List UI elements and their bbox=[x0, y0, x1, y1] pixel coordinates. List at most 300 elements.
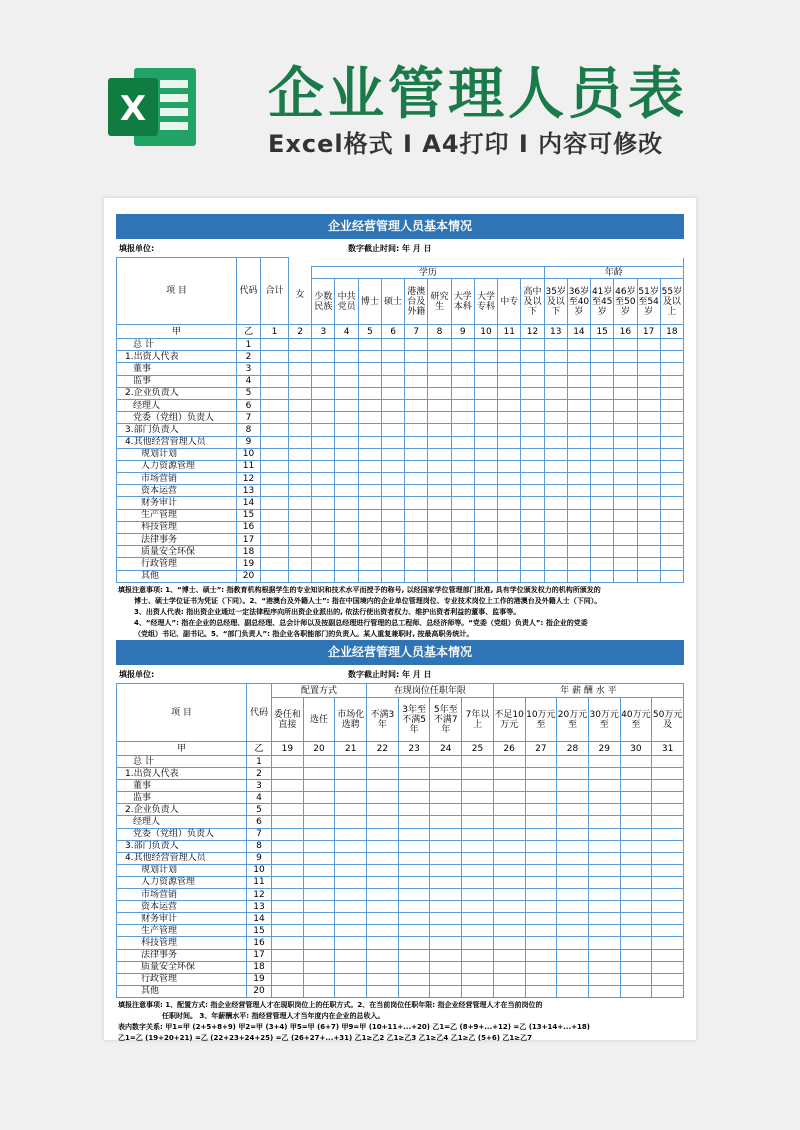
data-cell[interactable] bbox=[428, 509, 451, 521]
data-cell[interactable] bbox=[430, 961, 462, 973]
data-cell[interactable] bbox=[398, 840, 430, 852]
data-cell[interactable] bbox=[335, 375, 358, 387]
data-cell[interactable] bbox=[312, 570, 335, 582]
data-cell[interactable] bbox=[430, 949, 462, 961]
data-cell[interactable] bbox=[462, 937, 494, 949]
data-cell[interactable] bbox=[335, 546, 358, 558]
data-cell[interactable] bbox=[398, 985, 430, 997]
data-cell[interactable] bbox=[521, 375, 544, 387]
data-cell[interactable] bbox=[557, 937, 589, 949]
data-cell[interactable] bbox=[303, 901, 335, 913]
data-cell[interactable] bbox=[474, 485, 497, 497]
data-cell[interactable] bbox=[493, 756, 525, 768]
data-cell[interactable] bbox=[462, 925, 494, 937]
data-cell[interactable] bbox=[637, 460, 660, 472]
data-cell[interactable] bbox=[474, 339, 497, 351]
data-cell[interactable] bbox=[637, 387, 660, 399]
data-cell[interactable] bbox=[451, 363, 474, 375]
data-cell[interactable] bbox=[451, 436, 474, 448]
data-cell[interactable] bbox=[289, 570, 312, 582]
data-cell[interactable] bbox=[474, 509, 497, 521]
data-cell[interactable] bbox=[367, 985, 399, 997]
data-cell[interactable] bbox=[614, 363, 637, 375]
data-cell[interactable] bbox=[335, 985, 367, 997]
data-cell[interactable] bbox=[591, 375, 614, 387]
data-cell[interactable] bbox=[398, 937, 430, 949]
data-cell[interactable] bbox=[521, 448, 544, 460]
data-cell[interactable] bbox=[462, 840, 494, 852]
data-cell[interactable] bbox=[474, 375, 497, 387]
data-cell[interactable] bbox=[498, 558, 521, 570]
data-cell[interactable] bbox=[588, 949, 620, 961]
data-cell[interactable] bbox=[261, 521, 289, 533]
data-cell[interactable] bbox=[272, 864, 304, 876]
data-cell[interactable] bbox=[272, 876, 304, 888]
data-cell[interactable] bbox=[567, 509, 590, 521]
data-cell[interactable] bbox=[312, 339, 335, 351]
data-cell[interactable] bbox=[498, 363, 521, 375]
data-cell[interactable] bbox=[261, 387, 289, 399]
data-cell[interactable] bbox=[303, 780, 335, 792]
data-cell[interactable] bbox=[567, 424, 590, 436]
data-cell[interactable] bbox=[557, 816, 589, 828]
data-cell[interactable] bbox=[430, 780, 462, 792]
data-cell[interactable] bbox=[544, 436, 567, 448]
data-cell[interactable] bbox=[614, 558, 637, 570]
data-cell[interactable] bbox=[637, 509, 660, 521]
data-cell[interactable] bbox=[474, 546, 497, 558]
data-cell[interactable] bbox=[498, 460, 521, 472]
data-cell[interactable] bbox=[588, 889, 620, 901]
data-cell[interactable] bbox=[335, 460, 358, 472]
data-cell[interactable] bbox=[567, 473, 590, 485]
data-cell[interactable] bbox=[367, 901, 399, 913]
data-cell[interactable] bbox=[303, 756, 335, 768]
data-cell[interactable] bbox=[358, 558, 381, 570]
data-cell[interactable] bbox=[272, 756, 304, 768]
data-cell[interactable] bbox=[588, 876, 620, 888]
data-cell[interactable] bbox=[381, 485, 404, 497]
data-cell[interactable] bbox=[303, 937, 335, 949]
data-cell[interactable] bbox=[567, 521, 590, 533]
data-cell[interactable] bbox=[614, 448, 637, 460]
data-cell[interactable] bbox=[367, 876, 399, 888]
data-cell[interactable] bbox=[430, 804, 462, 816]
data-cell[interactable] bbox=[660, 534, 683, 546]
data-cell[interactable] bbox=[525, 840, 557, 852]
data-cell[interactable] bbox=[462, 889, 494, 901]
data-cell[interactable] bbox=[430, 901, 462, 913]
data-cell[interactable] bbox=[451, 546, 474, 558]
data-cell[interactable] bbox=[474, 387, 497, 399]
data-cell[interactable] bbox=[335, 852, 367, 864]
data-cell[interactable] bbox=[261, 534, 289, 546]
data-cell[interactable] bbox=[544, 546, 567, 558]
data-cell[interactable] bbox=[451, 424, 474, 436]
data-cell[interactable] bbox=[358, 460, 381, 472]
data-cell[interactable] bbox=[367, 913, 399, 925]
data-cell[interactable] bbox=[312, 351, 335, 363]
data-cell[interactable] bbox=[614, 473, 637, 485]
data-cell[interactable] bbox=[398, 901, 430, 913]
data-cell[interactable] bbox=[557, 756, 589, 768]
data-cell[interactable] bbox=[398, 852, 430, 864]
data-cell[interactable] bbox=[660, 387, 683, 399]
data-cell[interactable] bbox=[367, 816, 399, 828]
data-cell[interactable] bbox=[567, 412, 590, 424]
data-cell[interactable] bbox=[525, 804, 557, 816]
data-cell[interactable] bbox=[493, 925, 525, 937]
data-cell[interactable] bbox=[405, 485, 428, 497]
data-cell[interactable] bbox=[312, 412, 335, 424]
data-cell[interactable] bbox=[660, 509, 683, 521]
data-cell[interactable] bbox=[652, 973, 684, 985]
data-cell[interactable] bbox=[557, 804, 589, 816]
data-cell[interactable] bbox=[567, 460, 590, 472]
data-cell[interactable] bbox=[591, 436, 614, 448]
data-cell[interactable] bbox=[451, 460, 474, 472]
data-cell[interactable] bbox=[261, 339, 289, 351]
data-cell[interactable] bbox=[660, 497, 683, 509]
data-cell[interactable] bbox=[358, 534, 381, 546]
data-cell[interactable] bbox=[525, 949, 557, 961]
data-cell[interactable] bbox=[620, 792, 652, 804]
data-cell[interactable] bbox=[474, 521, 497, 533]
data-cell[interactable] bbox=[428, 339, 451, 351]
data-cell[interactable] bbox=[567, 351, 590, 363]
data-cell[interactable] bbox=[521, 460, 544, 472]
data-cell[interactable] bbox=[544, 448, 567, 460]
data-cell[interactable] bbox=[462, 756, 494, 768]
data-cell[interactable] bbox=[588, 768, 620, 780]
data-cell[interactable] bbox=[544, 424, 567, 436]
data-cell[interactable] bbox=[335, 485, 358, 497]
data-cell[interactable] bbox=[620, 780, 652, 792]
data-cell[interactable] bbox=[381, 412, 404, 424]
data-cell[interactable] bbox=[335, 780, 367, 792]
data-cell[interactable] bbox=[289, 485, 312, 497]
data-cell[interactable] bbox=[614, 424, 637, 436]
data-cell[interactable] bbox=[335, 901, 367, 913]
data-cell[interactable] bbox=[557, 973, 589, 985]
data-cell[interactable] bbox=[614, 485, 637, 497]
data-cell[interactable] bbox=[272, 804, 304, 816]
data-cell[interactable] bbox=[428, 460, 451, 472]
data-cell[interactable] bbox=[312, 448, 335, 460]
data-cell[interactable] bbox=[591, 424, 614, 436]
data-cell[interactable] bbox=[588, 852, 620, 864]
data-cell[interactable] bbox=[493, 852, 525, 864]
data-cell[interactable] bbox=[428, 558, 451, 570]
data-cell[interactable] bbox=[358, 485, 381, 497]
data-cell[interactable] bbox=[591, 412, 614, 424]
data-cell[interactable] bbox=[637, 412, 660, 424]
data-cell[interactable] bbox=[335, 412, 358, 424]
data-cell[interactable] bbox=[289, 363, 312, 375]
data-cell[interactable] bbox=[405, 570, 428, 582]
data-cell[interactable] bbox=[272, 985, 304, 997]
data-cell[interactable] bbox=[428, 436, 451, 448]
data-cell[interactable] bbox=[521, 534, 544, 546]
data-cell[interactable] bbox=[521, 363, 544, 375]
data-cell[interactable] bbox=[303, 816, 335, 828]
data-cell[interactable] bbox=[303, 804, 335, 816]
data-cell[interactable] bbox=[652, 864, 684, 876]
data-cell[interactable] bbox=[525, 816, 557, 828]
data-cell[interactable] bbox=[591, 351, 614, 363]
data-cell[interactable] bbox=[620, 937, 652, 949]
data-cell[interactable] bbox=[335, 937, 367, 949]
data-cell[interactable] bbox=[312, 558, 335, 570]
data-cell[interactable] bbox=[614, 546, 637, 558]
data-cell[interactable] bbox=[335, 804, 367, 816]
data-cell[interactable] bbox=[614, 399, 637, 411]
data-cell[interactable] bbox=[272, 780, 304, 792]
data-cell[interactable] bbox=[620, 864, 652, 876]
data-cell[interactable] bbox=[521, 497, 544, 509]
data-cell[interactable] bbox=[430, 792, 462, 804]
data-cell[interactable] bbox=[474, 448, 497, 460]
data-cell[interactable] bbox=[462, 780, 494, 792]
data-cell[interactable] bbox=[405, 399, 428, 411]
data-cell[interactable] bbox=[398, 864, 430, 876]
data-cell[interactable] bbox=[557, 925, 589, 937]
data-cell[interactable] bbox=[493, 816, 525, 828]
data-cell[interactable] bbox=[428, 399, 451, 411]
data-cell[interactable] bbox=[493, 780, 525, 792]
data-cell[interactable] bbox=[660, 570, 683, 582]
data-cell[interactable] bbox=[261, 460, 289, 472]
data-cell[interactable] bbox=[652, 937, 684, 949]
data-cell[interactable] bbox=[358, 339, 381, 351]
data-cell[interactable] bbox=[493, 949, 525, 961]
data-cell[interactable] bbox=[430, 937, 462, 949]
data-cell[interactable] bbox=[637, 558, 660, 570]
data-cell[interactable] bbox=[525, 925, 557, 937]
data-cell[interactable] bbox=[312, 436, 335, 448]
data-cell[interactable] bbox=[567, 436, 590, 448]
data-cell[interactable] bbox=[498, 546, 521, 558]
data-cell[interactable] bbox=[381, 339, 404, 351]
data-cell[interactable] bbox=[498, 399, 521, 411]
data-cell[interactable] bbox=[462, 792, 494, 804]
data-cell[interactable] bbox=[620, 973, 652, 985]
data-cell[interactable] bbox=[544, 387, 567, 399]
data-cell[interactable] bbox=[637, 521, 660, 533]
data-cell[interactable] bbox=[261, 375, 289, 387]
data-cell[interactable] bbox=[591, 497, 614, 509]
data-cell[interactable] bbox=[544, 473, 567, 485]
data-cell[interactable] bbox=[261, 363, 289, 375]
data-cell[interactable] bbox=[498, 448, 521, 460]
data-cell[interactable] bbox=[261, 558, 289, 570]
data-cell[interactable] bbox=[261, 473, 289, 485]
data-cell[interactable] bbox=[451, 399, 474, 411]
data-cell[interactable] bbox=[272, 792, 304, 804]
data-cell[interactable] bbox=[428, 473, 451, 485]
data-cell[interactable] bbox=[474, 570, 497, 582]
data-cell[interactable] bbox=[289, 399, 312, 411]
data-cell[interactable] bbox=[261, 485, 289, 497]
data-cell[interactable] bbox=[405, 509, 428, 521]
data-cell[interactable] bbox=[660, 412, 683, 424]
data-cell[interactable] bbox=[381, 375, 404, 387]
data-cell[interactable] bbox=[591, 363, 614, 375]
data-cell[interactable] bbox=[289, 424, 312, 436]
data-cell[interactable] bbox=[660, 424, 683, 436]
data-cell[interactable] bbox=[493, 840, 525, 852]
data-cell[interactable] bbox=[462, 949, 494, 961]
data-cell[interactable] bbox=[525, 780, 557, 792]
data-cell[interactable] bbox=[462, 864, 494, 876]
data-cell[interactable] bbox=[303, 768, 335, 780]
data-cell[interactable] bbox=[303, 889, 335, 901]
data-cell[interactable] bbox=[620, 828, 652, 840]
data-cell[interactable] bbox=[272, 973, 304, 985]
data-cell[interactable] bbox=[474, 473, 497, 485]
data-cell[interactable] bbox=[614, 339, 637, 351]
data-cell[interactable] bbox=[381, 436, 404, 448]
data-cell[interactable] bbox=[303, 913, 335, 925]
data-cell[interactable] bbox=[498, 485, 521, 497]
data-cell[interactable] bbox=[367, 780, 399, 792]
data-cell[interactable] bbox=[261, 546, 289, 558]
data-cell[interactable] bbox=[588, 780, 620, 792]
data-cell[interactable] bbox=[272, 852, 304, 864]
data-cell[interactable] bbox=[614, 521, 637, 533]
data-cell[interactable] bbox=[451, 387, 474, 399]
data-cell[interactable] bbox=[525, 985, 557, 997]
data-cell[interactable] bbox=[405, 497, 428, 509]
data-cell[interactable] bbox=[289, 521, 312, 533]
data-cell[interactable] bbox=[652, 925, 684, 937]
data-cell[interactable] bbox=[614, 387, 637, 399]
data-cell[interactable] bbox=[557, 985, 589, 997]
data-cell[interactable] bbox=[591, 460, 614, 472]
data-cell[interactable] bbox=[367, 973, 399, 985]
data-cell[interactable] bbox=[588, 901, 620, 913]
data-cell[interactable] bbox=[591, 534, 614, 546]
data-cell[interactable] bbox=[620, 804, 652, 816]
data-cell[interactable] bbox=[398, 828, 430, 840]
data-cell[interactable] bbox=[660, 558, 683, 570]
data-cell[interactable] bbox=[637, 497, 660, 509]
data-cell[interactable] bbox=[428, 497, 451, 509]
data-cell[interactable] bbox=[660, 363, 683, 375]
data-cell[interactable] bbox=[620, 949, 652, 961]
data-cell[interactable] bbox=[567, 558, 590, 570]
data-cell[interactable] bbox=[358, 436, 381, 448]
data-cell[interactable] bbox=[367, 889, 399, 901]
data-cell[interactable] bbox=[652, 876, 684, 888]
data-cell[interactable] bbox=[474, 534, 497, 546]
data-cell[interactable] bbox=[588, 864, 620, 876]
data-cell[interactable] bbox=[451, 473, 474, 485]
data-cell[interactable] bbox=[498, 424, 521, 436]
data-cell[interactable] bbox=[358, 521, 381, 533]
data-cell[interactable] bbox=[430, 864, 462, 876]
data-cell[interactable] bbox=[289, 351, 312, 363]
data-cell[interactable] bbox=[451, 521, 474, 533]
data-cell[interactable] bbox=[660, 375, 683, 387]
data-cell[interactable] bbox=[588, 913, 620, 925]
data-cell[interactable] bbox=[521, 546, 544, 558]
data-cell[interactable] bbox=[381, 448, 404, 460]
data-cell[interactable] bbox=[493, 828, 525, 840]
data-cell[interactable] bbox=[620, 985, 652, 997]
data-cell[interactable] bbox=[591, 485, 614, 497]
data-cell[interactable] bbox=[367, 840, 399, 852]
data-cell[interactable] bbox=[493, 876, 525, 888]
data-cell[interactable] bbox=[289, 339, 312, 351]
data-cell[interactable] bbox=[289, 558, 312, 570]
data-cell[interactable] bbox=[620, 816, 652, 828]
data-cell[interactable] bbox=[498, 473, 521, 485]
data-cell[interactable] bbox=[272, 828, 304, 840]
data-cell[interactable] bbox=[398, 792, 430, 804]
data-cell[interactable] bbox=[588, 937, 620, 949]
data-cell[interactable] bbox=[544, 485, 567, 497]
data-cell[interactable] bbox=[261, 448, 289, 460]
data-cell[interactable] bbox=[652, 949, 684, 961]
data-cell[interactable] bbox=[544, 399, 567, 411]
data-cell[interactable] bbox=[312, 375, 335, 387]
data-cell[interactable] bbox=[525, 864, 557, 876]
data-cell[interactable] bbox=[289, 387, 312, 399]
data-cell[interactable] bbox=[335, 521, 358, 533]
data-cell[interactable] bbox=[335, 925, 367, 937]
data-cell[interactable] bbox=[474, 558, 497, 570]
data-cell[interactable] bbox=[567, 339, 590, 351]
data-cell[interactable] bbox=[462, 901, 494, 913]
data-cell[interactable] bbox=[398, 961, 430, 973]
data-cell[interactable] bbox=[451, 448, 474, 460]
data-cell[interactable] bbox=[312, 485, 335, 497]
data-cell[interactable] bbox=[567, 546, 590, 558]
data-cell[interactable] bbox=[591, 546, 614, 558]
data-cell[interactable] bbox=[312, 521, 335, 533]
data-cell[interactable] bbox=[557, 768, 589, 780]
data-cell[interactable] bbox=[289, 509, 312, 521]
data-cell[interactable] bbox=[567, 363, 590, 375]
data-cell[interactable] bbox=[261, 399, 289, 411]
data-cell[interactable] bbox=[261, 412, 289, 424]
data-cell[interactable] bbox=[637, 351, 660, 363]
data-cell[interactable] bbox=[335, 399, 358, 411]
data-cell[interactable] bbox=[303, 985, 335, 997]
data-cell[interactable] bbox=[335, 424, 358, 436]
data-cell[interactable] bbox=[567, 570, 590, 582]
data-cell[interactable] bbox=[462, 961, 494, 973]
data-cell[interactable] bbox=[381, 534, 404, 546]
data-cell[interactable] bbox=[428, 448, 451, 460]
data-cell[interactable] bbox=[405, 375, 428, 387]
data-cell[interactable] bbox=[335, 436, 358, 448]
data-cell[interactable] bbox=[335, 961, 367, 973]
data-cell[interactable] bbox=[525, 768, 557, 780]
data-cell[interactable] bbox=[588, 756, 620, 768]
data-cell[interactable] bbox=[430, 756, 462, 768]
data-cell[interactable] bbox=[498, 534, 521, 546]
data-cell[interactable] bbox=[358, 351, 381, 363]
data-cell[interactable] bbox=[588, 828, 620, 840]
data-cell[interactable] bbox=[272, 961, 304, 973]
data-cell[interactable] bbox=[335, 534, 358, 546]
data-cell[interactable] bbox=[637, 424, 660, 436]
data-cell[interactable] bbox=[652, 961, 684, 973]
data-cell[interactable] bbox=[272, 913, 304, 925]
data-cell[interactable] bbox=[637, 399, 660, 411]
